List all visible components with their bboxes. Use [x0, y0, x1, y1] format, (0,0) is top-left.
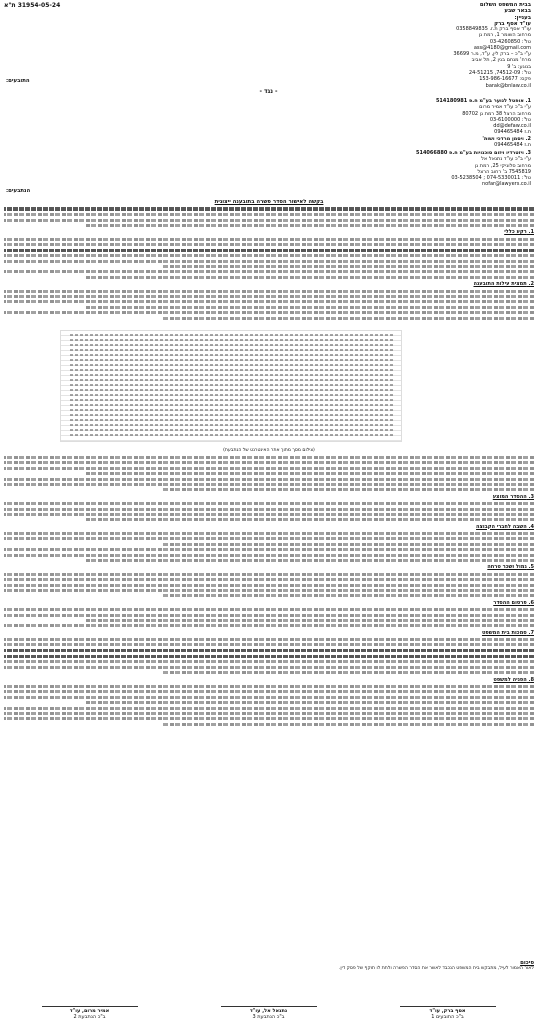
text-line — [69, 369, 393, 371]
section-heading — [4, 600, 534, 606]
section-number: 8. — [528, 676, 534, 683]
text-line — [84, 224, 535, 227]
text-line — [69, 349, 393, 351]
text-line — [69, 344, 393, 346]
section-title: רקע כללי — [504, 229, 527, 236]
closing-title: סיכום — [520, 960, 534, 966]
court-line: בבית המשפט השלום — [479, 2, 531, 8]
section-number: 7. — [528, 629, 534, 636]
signature-line — [42, 1006, 138, 1007]
text-line — [4, 624, 534, 627]
text-line — [4, 666, 534, 669]
section-title: הפניה למשפט — [493, 676, 527, 683]
section-heading — [4, 494, 534, 500]
screenshot-caption: (צילום מסך מתוך אתר האינטרנט של הנתבעת) — [223, 448, 315, 453]
text-line — [163, 488, 534, 491]
text-line — [4, 573, 534, 576]
section-title: ההסדר המוצע — [492, 493, 527, 500]
text-line — [4, 554, 534, 557]
text-line — [163, 671, 534, 674]
versus-divider: - נגד - — [259, 88, 278, 95]
court-line: בבאר שבע — [504, 8, 531, 15]
signature-block — [0, 1006, 537, 1020]
defendant-line: טל': 03-6100000 — [489, 116, 531, 123]
closing-section — [4, 960, 534, 972]
text-line — [84, 276, 535, 279]
text-line — [163, 594, 534, 597]
plaintiff-line: מרחוב השומר 1, רמת גן — [478, 32, 531, 39]
text-line — [4, 707, 534, 710]
plaintiffs-label: התובעים: — [6, 78, 30, 84]
text-line — [4, 461, 534, 464]
signatory-name: אסף ברק, עו"ד — [429, 1008, 466, 1014]
embedded-screenshot — [60, 330, 402, 442]
text-line — [4, 614, 534, 617]
text-line — [4, 249, 534, 252]
defendant-line: dd@defaw.co.il — [493, 123, 531, 130]
defendant-line: מרחוב הרצל 38 רמת גן 80702 — [462, 110, 531, 117]
plaintiff-line: ass@4180@gmail.com — [473, 44, 531, 51]
defendant-line: טל': 074-5330011 ; 03-5238504 — [451, 175, 531, 182]
court-header — [361, 2, 531, 28]
section-heading — [4, 281, 534, 287]
plaintiff-details — [331, 26, 531, 89]
text-line — [163, 265, 534, 268]
plaintiff-line: פקס: 153-986-16677 — [479, 76, 531, 83]
signature-line — [400, 1006, 496, 1007]
text-line — [84, 306, 535, 309]
text-line — [4, 467, 534, 470]
text-line — [4, 290, 534, 293]
text-line — [4, 643, 534, 646]
text-line — [4, 219, 534, 222]
plaintiff-line: barak@bnlaw.co.il — [485, 82, 531, 89]
section-number: 5. — [528, 564, 534, 571]
signatory-name: אמיר מרום, עו"ד — [69, 1008, 110, 1014]
section-number: 6. — [528, 599, 534, 606]
text-line — [69, 379, 393, 381]
case-number: 31954-05-24 ת"א — [4, 2, 61, 9]
text-line — [69, 389, 393, 391]
text-line — [69, 339, 393, 341]
section-title: פרסום ההסדר — [493, 599, 527, 606]
closing-text: לאור האמור לעיל, מתבקש בית המשפט הנכבד לאשר את הסדר הפשרה ולתת לו תוקף של פסק דין. — [338, 966, 534, 971]
text-line — [4, 589, 534, 592]
defendant-1-details — [331, 98, 531, 148]
text-line — [4, 690, 534, 693]
signatory-name: נתנאל אל, עו"ד — [249, 1008, 288, 1014]
text-line — [4, 456, 534, 459]
text-line — [4, 483, 534, 486]
section-title: סמכות בית המשפט — [481, 629, 527, 636]
signature-line — [221, 1006, 317, 1007]
signatory-role: ב"כ הנתבעת 2 — [73, 1014, 106, 1020]
court-line: בעניין: — [514, 14, 531, 21]
text-line — [69, 409, 393, 411]
section-heading — [4, 630, 534, 636]
text-line — [84, 701, 535, 704]
text-line — [69, 384, 393, 386]
signatory-role: ב"כ הנתבעת 3 — [252, 1014, 285, 1020]
defendants-label: הנתבעים: — [6, 188, 31, 194]
text-line — [4, 532, 534, 535]
signature — [388, 1006, 508, 1020]
text-line — [4, 696, 534, 699]
text-line — [69, 434, 393, 436]
text-line — [4, 478, 534, 481]
text-line — [69, 359, 393, 361]
plaintiff-line: טל': 03-4260850 — [489, 38, 531, 45]
defendant-line: nofar@lawyers.co.il — [481, 181, 531, 188]
document-title: בקשה לאישור הסדר פשרה בתובענה ייצוגית — [214, 199, 324, 205]
text-line — [163, 543, 534, 546]
text-line — [84, 518, 535, 521]
text-line — [69, 399, 393, 401]
text-line — [4, 537, 534, 540]
document-body — [4, 198, 534, 322]
section-number: 2. — [528, 281, 534, 288]
text-line — [4, 578, 534, 581]
text-line — [4, 502, 534, 505]
section-number: 1. — [528, 229, 534, 236]
text-line — [4, 260, 534, 263]
defendant-line: ת.ז 094465484 — [494, 142, 531, 149]
section-title: גמול ושכר טרחה — [487, 564, 527, 571]
text-line — [4, 712, 534, 715]
text-line — [69, 374, 393, 376]
text-line — [4, 608, 534, 611]
section-number: 4. — [528, 523, 534, 530]
section-title: השבה לחברי הקבוצה — [476, 523, 527, 530]
defendant-3-details — [311, 150, 531, 188]
court-line: עו"ד אסף ברק — [494, 21, 531, 28]
text-line — [69, 334, 393, 336]
defendant-line: 7545819 ב' רחוב הרצל — [477, 168, 531, 175]
text-line — [4, 685, 534, 688]
defendant-line: 2. ויסמן מרדכי ושות' — [482, 135, 531, 142]
defendant-line: 1. אופטל לנוער בע"מ ח.פ 514180981 — [435, 98, 531, 104]
text-line — [69, 364, 393, 366]
text-line — [4, 660, 534, 663]
text-line — [4, 300, 534, 303]
text-line — [4, 655, 534, 658]
text-line — [69, 414, 393, 416]
text-line — [4, 254, 534, 257]
text-line — [69, 429, 393, 431]
text-line — [69, 394, 393, 396]
text-line — [4, 213, 534, 216]
text-line — [84, 559, 535, 562]
text-line — [69, 419, 393, 421]
text-line — [4, 513, 534, 516]
signatory-role: ב"כ התובעים 1 — [431, 1014, 464, 1020]
document-body-continued — [4, 448, 534, 728]
text-line — [84, 472, 535, 475]
text-line — [4, 508, 534, 511]
text-line — [4, 270, 534, 273]
plaintiff-line: ע"י ב"כ – ברק לין, ע"ד, מ.ר 36699 — [453, 51, 531, 58]
text-line — [69, 354, 393, 356]
section-heading — [4, 524, 534, 530]
text-line — [4, 295, 534, 298]
section-title: תמצית עילות התובענה — [473, 281, 527, 288]
text-line — [4, 717, 534, 720]
text-line — [4, 638, 534, 641]
plaintiff-line: מרח' מנחם בגין 2, תל אביב — [471, 57, 531, 64]
text-line — [163, 723, 534, 726]
signature — [30, 1006, 150, 1020]
text-line — [4, 649, 534, 652]
text-line — [4, 243, 534, 246]
text-line — [69, 404, 393, 406]
plaintiff-line: בנוגע: ב' 9 — [507, 63, 531, 70]
defendant-line: ת.ז 094465484 — [494, 129, 531, 136]
text-line — [4, 311, 534, 314]
defendant-line: ע"י ב"כ עו"ד אמיר מרום — [479, 104, 531, 111]
text-line — [4, 238, 534, 241]
plaintiff-line: עו"ד אסף ברק ת.ז. 0358849835 — [456, 26, 531, 32]
defendant-line: 3. ויזטרדיו ויזום סוכנויות בע"מ ח.פ 514066880 — [415, 150, 531, 156]
text-line — [4, 584, 534, 587]
defendant-line: מרחוב סלוניקי 25, רמת גן — [474, 162, 531, 169]
section-heading — [4, 564, 534, 570]
defendant-line: ע"י ב"כ עו"ד נתנאל אל — [481, 156, 531, 163]
text-line — [69, 424, 393, 426]
plaintiff-line: טל': 74512-09, 24-51215 — [468, 70, 531, 77]
text-line — [4, 207, 534, 210]
text-line — [84, 619, 535, 622]
text-line — [4, 548, 534, 551]
section-heading — [4, 677, 534, 683]
section-heading — [4, 229, 534, 235]
text-line — [163, 317, 534, 320]
section-number: 3. — [528, 493, 534, 500]
signature — [209, 1006, 329, 1020]
